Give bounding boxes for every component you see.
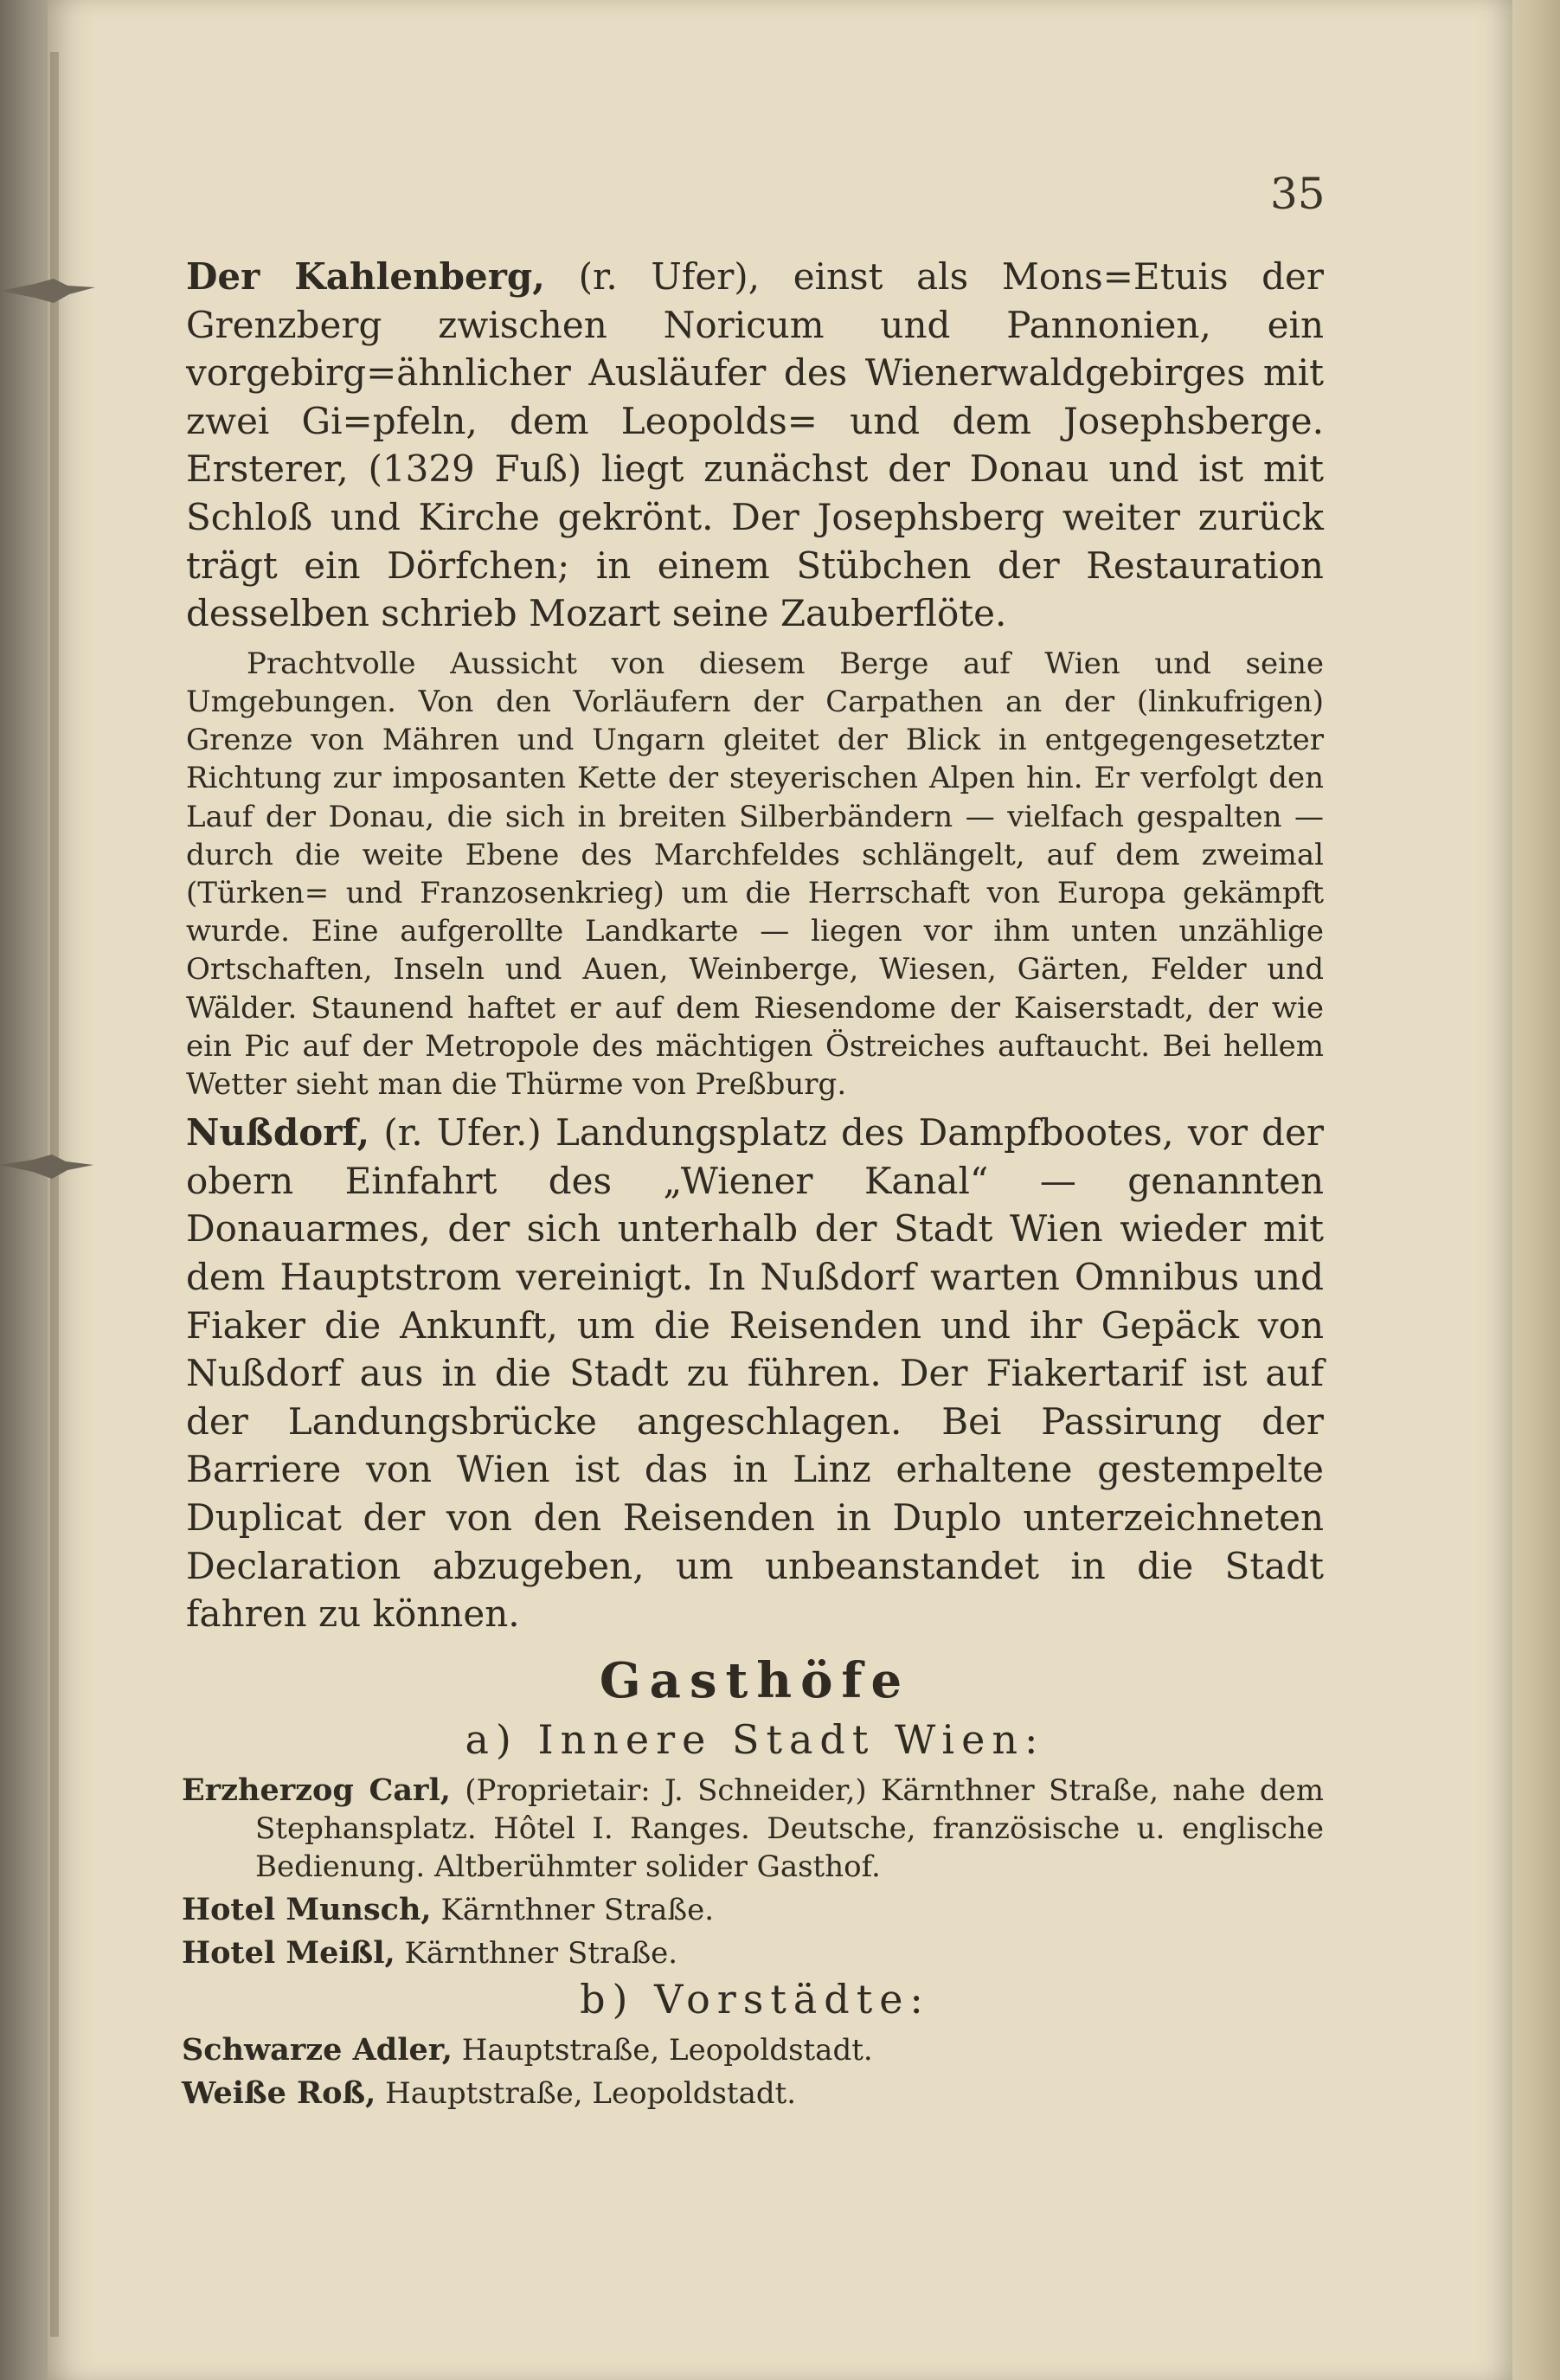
page-edge-right bbox=[1512, 0, 1560, 2380]
entry-nussdorf bbox=[186, 1109, 1324, 1638]
hotel-details: Hauptstraße, Leopoldstadt. bbox=[461, 2032, 873, 2068]
binding-clip-icon bbox=[0, 275, 104, 306]
binding-fold bbox=[50, 52, 59, 2337]
hotel-name: Hotel Munsch, bbox=[182, 1891, 432, 1927]
hotel-name: Weiße Roß, bbox=[182, 2074, 376, 2111]
sub-heading-inner-city: a) Innere Stadt Wien: bbox=[465, 1715, 1045, 1763]
page-text bbox=[182, 253, 1324, 2113]
hotel-name: Hotel Meißl, bbox=[182, 1934, 395, 1971]
kahlenberg-view-paragraph: Prachtvolle Aussicht von diesem Berge auf Wien und seine Umgebungen. Von den Vorläufern der Carpathen an der (linkufrigen) Grenze von Mähren und Ungarn gleitet der Blick in entgegengesetzter Richtung zur imposanten Kette der steyerischen Alpen hin. Er verfolgt den Lauf der Donau, die sich in breiten Silberbändern — vielfach gespalten — durch die weite Ebene des Marchfeldes schlängelt, auf dem zweimal (Türken= und Franzosenkrieg) um die Herrschaft von Europa gekämpft wurde. Eine aufgerollte Landkarte — liegen vor ihm unten unzählige Ortschaften, Inseln und Auen, Weinberge, Wiesen, Gärten, Felder und Wälder. Staunend haftet er auf dem Riesendome der Kaiserstadt, der wie ein Pic auf der Metropole des mächtigen Östreiches auftaucht. Bei hellem Wetter sieht man die Thürme von Preßburg. bbox=[186, 646, 1324, 1102]
hotel-details: Kärnthner Straße. bbox=[440, 1892, 715, 1927]
hotel-entry bbox=[182, 1891, 1324, 1929]
hotel-entry bbox=[182, 2031, 1324, 2069]
hotel-entry bbox=[182, 1772, 1324, 1886]
headword-nussdorf: Nußdorf, bbox=[186, 1111, 370, 1155]
sub-heading-suburbs: b) Vorstädte: bbox=[580, 1975, 930, 2023]
page-number: 35 bbox=[1270, 169, 1326, 219]
entry-kahlenberg bbox=[186, 253, 1324, 638]
kahlenberg-description: (r. Ufer), einst als Mons=Etuis der Grenzberg zwischen Noricum und Pannonien, ein vorgebirg=ähnlicher Ausläufer des Wienerwaldgebirges mit zwei Gi=pfeln, dem Leopolds= und dem Josephsberge. Ersterer, (1329 Fuß) liegt zunächst der Donau und ist mit Schloß und Kirche gekrönt. Der Josephsberg weiter zurück trägt ein Dörfchen; in einem Stübchen der Restauration desselben schrieb Mozart seine Zauberflöte. bbox=[186, 255, 1324, 635]
section-heading-gasthoefe: Gasthöfe bbox=[599, 1651, 911, 1709]
hotel-details: Kärnthner Straße. bbox=[404, 1935, 678, 1971]
hotel-entry bbox=[182, 2074, 1324, 2113]
hotel-name: Schwarze Adler, bbox=[182, 2031, 453, 2068]
binding-clip-icon-2 bbox=[0, 1151, 104, 1182]
hotel-entry bbox=[182, 1934, 1324, 1972]
hotel-details: (Proprietair: J. Schneider,) Kärnthner Straße, nahe dem Stephansplatz. Hôtel I. Ranges. Deutsche, französische u. englische Bedienung. Altberühmter solider Gasthof. bbox=[255, 1772, 1324, 1884]
hotel-name: Erzherzog Carl, bbox=[182, 1772, 451, 1808]
headword-kahlenberg: Der Kahlenberg, bbox=[186, 255, 545, 298]
hotel-details: Hauptstraße, Leopoldstadt. bbox=[385, 2075, 797, 2111]
nussdorf-description: (r. Ufer.) Landungsplatz des Dampfbootes, vor der obern Einfahrt des „Wiener Kanal“ — genannten Donauarmes, der sich unterhalb der Stadt Wien wieder mit dem Hauptstrom vereinigt. In Nußdorf warten Omnibus und Fiaker die Ankunft, um die Reisenden und ihr Gepäck von Nußdorf aus in die Stadt zu führen. Der Fiakertarif ist auf der Landungsbrücke angeschlagen. Bei Passirung der Barriere von Wien ist das in Linz erhaltene gestempelte Duplicat der von den Reisenden in Duplo unterzeichneten Declaration abzugeben, um unbeanstandet in die Stadt fahren zu können. bbox=[186, 1111, 1324, 1636]
